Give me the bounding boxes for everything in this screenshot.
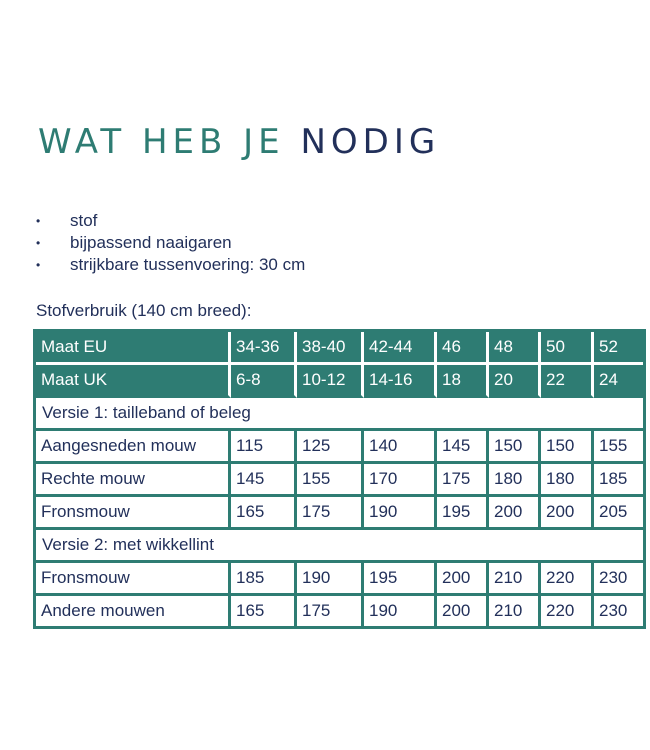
size-cell: 38-40 (297, 332, 364, 365)
size-cell: 52 (594, 332, 643, 365)
table-row (36, 431, 643, 464)
value-cell: 145 (437, 431, 489, 464)
size-row-eu (36, 332, 643, 365)
section-row (36, 530, 643, 563)
size-cell: 46 (437, 332, 489, 365)
value-cell: 200 (541, 497, 594, 530)
value-cell: 190 (364, 596, 437, 626)
size-cell: 18 (437, 365, 489, 398)
value-cell: 210 (489, 596, 541, 626)
value-cell: 175 (297, 497, 364, 530)
size-cell: 14-16 (364, 365, 437, 398)
value-cell: 175 (437, 464, 489, 497)
size-cell: 20 (489, 365, 541, 398)
value-cell: 145 (231, 464, 297, 497)
value-cell: 220 (541, 596, 594, 626)
value-cell: 200 (437, 596, 489, 626)
heading-part-2: NODIG (300, 122, 441, 162)
value-cell: 205 (594, 497, 643, 530)
materials-list (36, 210, 305, 276)
value-cell: 155 (297, 464, 364, 497)
row-label: Aangesneden mouw (36, 431, 231, 464)
size-row-uk (36, 365, 643, 398)
value-cell: 190 (297, 563, 364, 596)
value-cell: 180 (541, 464, 594, 497)
value-cell: 165 (231, 497, 297, 530)
size-cell: 22 (541, 365, 594, 398)
value-cell: 195 (364, 563, 437, 596)
table-row (36, 596, 643, 626)
value-cell: 210 (489, 563, 541, 596)
size-cell: 34-36 (231, 332, 297, 365)
page-heading (38, 122, 440, 162)
value-cell: 220 (541, 563, 594, 596)
size-cell: 10-12 (297, 365, 364, 398)
section-title: Versie 1: tailleband of beleg (36, 398, 643, 431)
row-label: Andere mouwen (36, 596, 231, 626)
table-row (36, 464, 643, 497)
value-cell: 185 (231, 563, 297, 596)
row-label: Rechte mouw (36, 464, 231, 497)
value-cell: 180 (489, 464, 541, 497)
materials-item: • bijpassend naaigaren (36, 232, 305, 254)
section-title: Versie 2: met wikkellint (36, 530, 643, 563)
value-cell: 175 (297, 596, 364, 626)
value-cell: 150 (489, 431, 541, 464)
size-cell: 6-8 (231, 365, 297, 398)
row-label: Fronsmouw (36, 563, 231, 596)
value-cell: 185 (594, 464, 643, 497)
materials-item: • stof (36, 210, 305, 232)
heading-part-1: WAT HEB JE (38, 122, 285, 162)
table-row (36, 497, 643, 530)
materials-item: • strijkbare tussenvoering: 30 cm (36, 254, 305, 276)
size-cell: 24 (594, 365, 643, 398)
value-cell: 190 (364, 497, 437, 530)
value-cell: 165 (231, 596, 297, 626)
value-cell: 125 (297, 431, 364, 464)
value-cell: 170 (364, 464, 437, 497)
value-cell: 230 (594, 563, 643, 596)
value-cell: 150 (541, 431, 594, 464)
row-label: Maat UK (36, 365, 231, 398)
table-row (36, 563, 643, 596)
row-label: Maat EU (36, 332, 231, 365)
size-cell: 48 (489, 332, 541, 365)
value-cell: 155 (594, 431, 643, 464)
value-cell: 230 (599, 601, 628, 620)
value-cell: 200 (489, 497, 541, 530)
row-label: Fronsmouw (36, 497, 231, 530)
size-cell: 50 (541, 332, 594, 365)
value-cell: 115 (231, 431, 297, 464)
value-cell: 195 (437, 497, 489, 530)
table-title: Stofverbruik (140 cm breed): (36, 301, 252, 320)
value-cell: 140 (364, 431, 437, 464)
size-cell: 42-44 (364, 332, 437, 365)
value-cell: 200 (437, 563, 489, 596)
fabric-usage-table (33, 329, 646, 629)
section-row (36, 398, 643, 431)
